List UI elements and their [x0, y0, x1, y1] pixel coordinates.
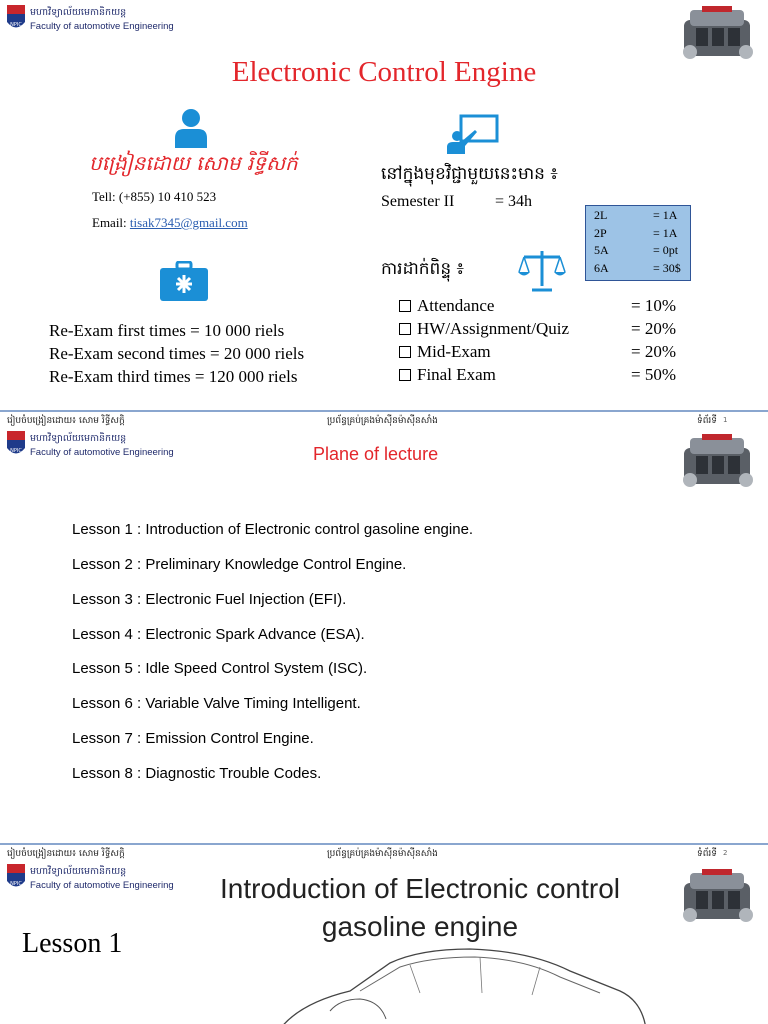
teacher-board-icon [445, 114, 501, 154]
university-logo [6, 4, 26, 34]
footer-author: រៀបចំបង្រៀនដោយ៖ សោម រិទ្ធីសក្តិ [7, 416, 125, 426]
checkbox-icon [399, 300, 411, 312]
header [6, 863, 196, 897]
faculty-name: Faculty of automotive Engineering [30, 880, 174, 891]
header [6, 4, 196, 38]
footer-subject: ប្រព័ន្ធគ្រប់គ្រងម៉ាស៊ីនម៉ាស៊ីនសាំង [327, 416, 438, 426]
slide-footer [0, 845, 768, 863]
scale-icon [518, 248, 566, 292]
lesson-item: Lesson 7 : Emission Control Engine. [72, 730, 314, 747]
footer-subject: ប្រព័ន្ធគ្រប់គ្រងម៉ាស៊ីនម៉ាស៊ីនសាំង [327, 849, 438, 859]
lesson-item: Lesson 1 : Introduction of Electronic control gasoline engine. [72, 521, 474, 538]
telephone: Tell: (+855) 10 410 523 [92, 189, 217, 204]
reexam-second: Re-Exam second times = 20 000 riels [49, 344, 305, 363]
rule-row: 2P = 1A [594, 225, 678, 240]
header [6, 430, 196, 464]
lesson-number: Lesson 1 [22, 928, 123, 959]
footer-page-label: ទំព័រទី [697, 416, 717, 426]
university-name-kh: មហាវិទ្យាល័យមេកានិកយន្ត [30, 866, 127, 877]
checkbox-icon [399, 346, 411, 358]
slide-title-line2: gasoline engine [321, 911, 519, 942]
footer-page-number: 2 [723, 849, 728, 857]
checkbox-icon [399, 323, 411, 335]
semester-hours: = 34h [495, 193, 533, 210]
rule-row: 5A = 0pt [594, 243, 679, 257]
lesson-item: Lesson 4 : Electronic Spark Advance (ESA). [72, 626, 365, 643]
engine-image [676, 430, 760, 496]
slide-title-line1: Introduction of Electronic control [220, 873, 620, 904]
rule-row: 2L = 1A [594, 208, 678, 222]
email-line [92, 215, 248, 231]
slide-3 [0, 845, 768, 1024]
footer-page-label: ទំព័រទី [697, 849, 717, 859]
attendance-rules-box [585, 205, 691, 281]
checkbox-icon [399, 369, 411, 381]
svg-text:NPIC: NPIC [10, 448, 22, 454]
footer-author: រៀបចំបង្រៀនដោយ៖ សោម រិទ្ធីសក្តិ [7, 849, 125, 859]
grading-heading: ការដាក់ពិន្ទុ ៖ [381, 259, 465, 279]
university-logo [6, 430, 26, 460]
lesson-item: Lesson 6 : Variable Valve Timing Intelligent. [72, 695, 361, 712]
university-name-kh: មហាវិទ្យាល័យមេកានិកយន្ត [30, 433, 127, 444]
reexam-third: Re-Exam third times = 120 000 riels [49, 367, 298, 386]
medical-kit-icon [160, 261, 208, 301]
grading-item: Mid-Exam = 20% [399, 342, 491, 362]
grading-item: Attendance = 10% [399, 296, 494, 316]
lesson-item: Lesson 8 : Diagnostic Trouble Codes. [72, 765, 322, 782]
faculty-name: Faculty of automotive Engineering [30, 447, 174, 458]
slide-2 [0, 412, 768, 842]
person-icon [174, 108, 208, 148]
footer-page-number: 1 [723, 416, 728, 424]
slide-title: Electronic Control Engine [231, 56, 537, 88]
lesson-item: Lesson 3 : Electronic Fuel Injection (EFI). [72, 591, 347, 608]
svg-text:NPIC: NPIC [10, 22, 22, 28]
lecturer-name: បង្រៀនដោយ សោម រិទ្ធីសក់ [89, 151, 298, 175]
lesson-item: Lesson 5 : Idle Speed Control System (ISC). [72, 660, 368, 677]
rule-row: 6A = 30$ [594, 260, 681, 275]
grading-item: HW/Assignment/Quiz = 20% [399, 319, 569, 339]
faculty-name: Faculty of automotive Engineering [30, 21, 174, 32]
engine-image [676, 865, 760, 931]
slide-title: Plane of lecture [313, 444, 439, 464]
svg-text:NPIC: NPIC [10, 881, 22, 887]
lesson-item: Lesson 2 : Preliminary Knowledge Control Engine. [72, 556, 407, 573]
email-link[interactable]: tisak7345@gmail.com [129, 215, 248, 230]
university-logo [6, 863, 26, 893]
car-outline-image [270, 941, 650, 1024]
slide-1 [0, 0, 768, 410]
slide-title [180, 870, 660, 946]
slide-footer [0, 412, 768, 430]
grading-item: Final Exam = 50% [399, 365, 496, 385]
reexam-first: Re-Exam first times = 10 000 riels [49, 321, 285, 340]
subject-hours-heading: នៅក្នុងមុខវិជ្ជាមួយនេះមាន ៖ [381, 164, 558, 184]
email-label: Email: [92, 215, 130, 230]
semester-label: Semester II [381, 193, 455, 210]
university-name-kh: មហាវិទ្យាល័យមេកានិកយន្ត [30, 7, 127, 18]
semester-line [381, 193, 533, 211]
